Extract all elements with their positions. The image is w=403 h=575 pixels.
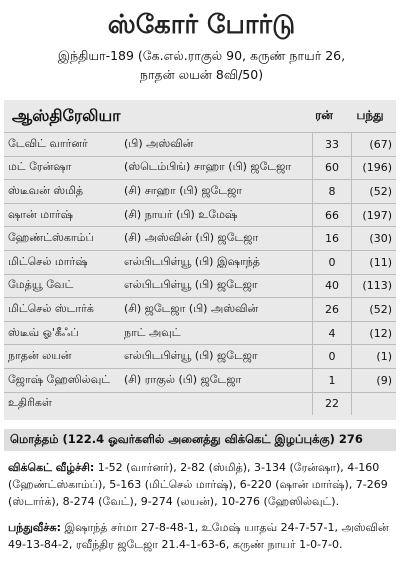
runs-value: 33	[313, 133, 352, 157]
dismissal: (பி) அஸ்வின்	[120, 133, 313, 157]
batting-row	[4, 368, 396, 392]
batsman-name: உதிரிகள்	[4, 392, 120, 415]
runs-value: 66	[313, 203, 352, 227]
batting-row	[4, 250, 396, 274]
dismissal: (சி) அஸ்வின் (பி) ஜடேஜா	[120, 227, 313, 251]
batting-row	[4, 180, 396, 204]
dismissal: எல்பிடபிள்யூ (பி) இஷாந்த்	[120, 250, 313, 274]
batsman-name: ஹேண்ட்ஸ்காம்ப்	[4, 227, 120, 251]
runs-value: 8	[313, 180, 352, 204]
india-summary-line2: நாதன் லயன் 8வி/50)	[139, 67, 264, 82]
batting-table	[4, 132, 396, 415]
batsman-name: நாதன் லயன்	[4, 345, 120, 369]
bowling-text: இஷாந்த் சர்மா 27-8-48-1, உமேஷ் யாதவ் 24-7-57-1, அஸ்வின் 49-13-84-2, ரவீந்திர ஜடேஜா 21.4-1-63-6, கருண் நாயர் 1-0-7-0.	[8, 521, 389, 551]
dismissal: (சி) நாயர் (பி) உமேஷ்	[120, 203, 313, 227]
balls-value: (30)	[352, 227, 397, 251]
balls-header: பந்து	[356, 108, 384, 122]
bowling-label: பந்துவீச்சு:	[8, 521, 61, 534]
dismissal: (சி) ஜடேஜா (பி) அஸ்வின்	[120, 298, 313, 322]
batsman-name: ஜோஷ் ஹேஸில்வுட்	[4, 368, 120, 392]
batsman-name: ஷான் மார்ஷ்	[4, 203, 120, 227]
batsman-name: டேவிட் வார்னர்	[4, 133, 120, 157]
bowling-figures	[8, 519, 394, 553]
batsman-name: மிட்செல் மார்ஷ்	[4, 250, 120, 274]
batsman-name: மேத்யூ வேட்	[4, 274, 120, 298]
batting-row	[4, 227, 396, 251]
batting-row	[4, 156, 396, 180]
batting-row	[4, 298, 396, 322]
dismissal: எல்பிடபிள்யூ (பி) ஜடேஜா	[120, 274, 313, 298]
runs-value: 0	[313, 345, 352, 369]
balls-value: (52)	[352, 180, 397, 204]
runs-header: ரன்	[315, 108, 333, 122]
batting-row	[4, 321, 396, 345]
runs-value: 26	[313, 298, 352, 322]
fow-text: 1-52 (வார்னர்), 2-82 (ஸ்மித்), 3-134 (ரேன்ஷா), 4-160 (ஹேண்ட்ஸ்காம்ப்), 5-163 (மிட்செல் மார்ஷ்), 6-220 (ஷான் மார்ஷ்), 7-269 (ஸ்டார்க்), 8-274 (வேட்), 9-274 (லயன்), 10-276 (ஹேஸில்வுட்).	[8, 461, 388, 508]
batsman-name: மட் ரேன்ஷா	[4, 156, 120, 180]
india-summary-line1: இந்தியா-189 (கே.எல்.ராகுல் 90, கருண் நாயர் 26,	[57, 48, 346, 63]
batting-header	[4, 100, 396, 132]
balls-value: (196)	[352, 156, 397, 180]
batsman-name: ஸ்டீவன் ஸ்மித்	[4, 180, 120, 204]
team-name: ஆஸ்திரேலியா	[12, 105, 121, 125]
total-bar: மொத்தம் (122.4 ஓவர்களில் அனைத்து விக்கெட் இழப்புக்கு) 276	[4, 429, 396, 451]
runs-value: 22	[313, 392, 352, 415]
batting-row	[4, 203, 396, 227]
fow-label: விக்கெட் வீழ்ச்சி:	[8, 461, 95, 474]
batting-card	[4, 100, 396, 420]
batting-row	[4, 345, 396, 369]
batting-row	[4, 392, 396, 415]
dismissal: (சி) ராகுல் (பி) ஜடேஜா	[120, 368, 313, 392]
runs-value: 16	[313, 227, 352, 251]
batsman-name: மிட்செல் ஸ்டார்க்	[4, 298, 120, 322]
scoreboard-title: ஸ்கோர் போர்டு	[107, 10, 296, 40]
balls-value: (11)	[352, 250, 397, 274]
batting-row	[4, 274, 396, 298]
runs-value: 60	[313, 156, 352, 180]
runs-value: 40	[313, 274, 352, 298]
india-summary	[0, 42, 403, 84]
balls-value: (197)	[352, 203, 397, 227]
balls-value: (67)	[352, 133, 397, 157]
runs-value: 4	[313, 321, 352, 345]
batsman-name: ஸ்டீவ் ஓ'கீஃப்	[4, 321, 120, 345]
dismissal: (சி) சாஹா (பி) ஜடேஜா	[120, 180, 313, 204]
balls-value	[352, 392, 397, 415]
balls-value: (9)	[352, 368, 397, 392]
dismissal: நாட் அவுட்	[120, 321, 313, 345]
dismissal	[120, 392, 313, 415]
dismissal: (ஸ்டெம்பிங்) சாஹா (பி) ஜடேஜா	[120, 156, 313, 180]
balls-value: (1)	[352, 345, 397, 369]
runs-value: 1	[313, 368, 352, 392]
batting-row	[4, 133, 396, 157]
runs-value: 0	[313, 250, 352, 274]
balls-value: (113)	[352, 274, 397, 298]
balls-value: (12)	[352, 321, 397, 345]
dismissal: எல்பிடபிள்யூ (பி) ஜடேஜா	[120, 345, 313, 369]
fall-of-wickets	[8, 459, 394, 510]
balls-value: (52)	[352, 298, 397, 322]
